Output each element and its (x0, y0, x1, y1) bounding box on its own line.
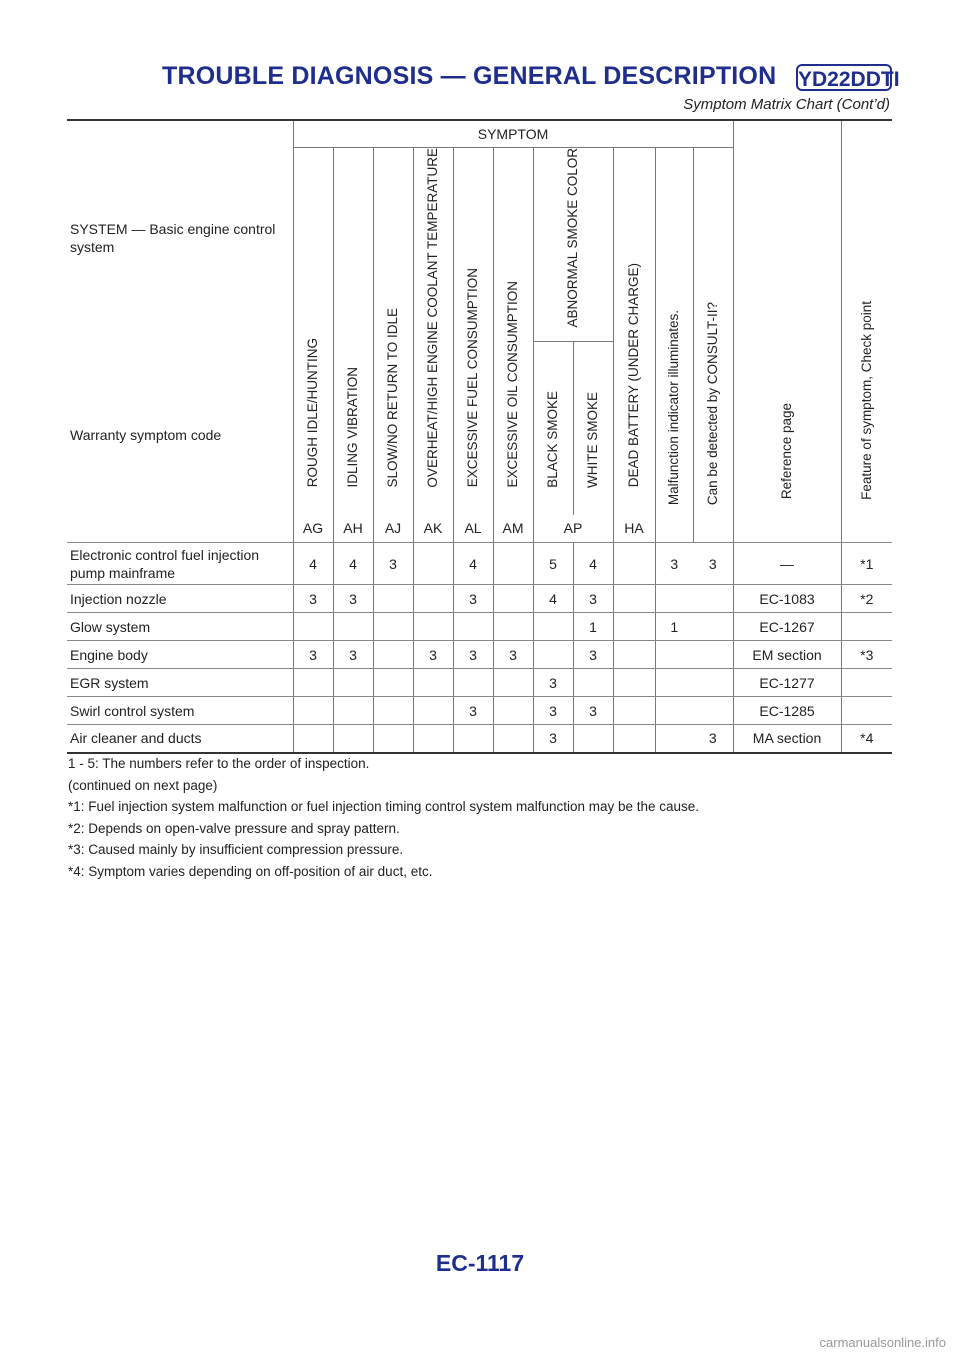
table-cell (453, 669, 493, 697)
col-header-dead-battery: DEAD BATTERY (UNDER CHARGE) (613, 148, 655, 515)
table-cell (453, 613, 493, 641)
row-system-label: Swirl control system (67, 697, 293, 725)
footnote: *3: Caused mainly by insufficient compression pressure. (68, 842, 404, 857)
table-cell (693, 697, 733, 725)
table-cell (333, 725, 373, 753)
table-cell (655, 669, 693, 697)
table-cell: 3 (453, 697, 493, 725)
col-header-consult: Can be detected by CONSULT-II? (705, 302, 721, 506)
table-cell: 4 (573, 543, 613, 585)
col-header-overheat: OVERHEAT/HIGH ENGINE COOLANT TEMPERATURE (413, 148, 453, 515)
table-cell: *2 (841, 585, 892, 613)
table-row (67, 725, 892, 753)
table-cell (493, 613, 533, 641)
warranty-code: AP (533, 515, 613, 543)
table-cell (533, 613, 573, 641)
table-cell (841, 613, 892, 641)
table-cell: 5 (533, 543, 573, 585)
table-cell (493, 725, 533, 753)
col-header-abnormal-smoke: ABNORMAL SMOKE COLOR (533, 148, 613, 342)
col-header-idling-vibration: IDLING VIBRATION (333, 148, 373, 515)
footnote: *2: Depends on open-valve pressure and spray pattern. (68, 820, 400, 836)
table-cell (373, 725, 413, 753)
table-cell (333, 669, 373, 697)
table-cell: *3 (841, 641, 892, 669)
table-cell: 3 (333, 585, 373, 613)
table-cell (413, 585, 453, 613)
table-cell (413, 613, 453, 641)
symptom-matrix-table (67, 119, 892, 754)
table-cell (373, 641, 413, 669)
table-cell: 3 (293, 585, 333, 613)
table-cell: *4 (841, 725, 892, 753)
table-cell: 1 (573, 613, 613, 641)
col-header-excessive-fuel: EXCESSIVE FUEL CONSUMPTION (453, 148, 493, 515)
table-cell (293, 697, 333, 725)
warranty-code: AJ (373, 515, 413, 543)
warranty-code: AH (333, 515, 373, 543)
warranty-code: AM (493, 515, 533, 543)
table-cell (373, 697, 413, 725)
page-number: EC-1117 (435, 1250, 525, 1276)
warranty-code: AG (293, 515, 333, 543)
row-system-label: Electronic control fuel injection pump mainframe (67, 543, 293, 585)
table-row (67, 669, 892, 697)
table-cell (573, 725, 613, 753)
table-cell: 3 (373, 543, 413, 585)
row-system-label: EGR system (67, 669, 293, 697)
table-cell (841, 697, 892, 725)
table-row (67, 613, 892, 641)
table-cell (413, 725, 453, 753)
footnote: (continued on next page) (68, 777, 218, 793)
page-title: TROUBLE DIAGNOSIS — GENERAL DESCRIPTION (162, 62, 777, 90)
table-cell (373, 669, 413, 697)
table-cell: 4 (293, 543, 333, 585)
table-cell: EC-1267 (733, 613, 841, 641)
footnote: *1: Fuel injection system malfunction or fuel injection timing control system malfunction may be the cause. (68, 799, 700, 814)
table-cell (493, 543, 533, 585)
col-header-reference-page: Reference page (733, 120, 841, 515)
table-cell: 3 (453, 585, 493, 613)
table-cell (693, 585, 733, 613)
table-cell: 3 (693, 725, 733, 753)
symptom-header: SYMPTOM (293, 120, 733, 148)
table-cell: 3 (493, 641, 533, 669)
table-cell (293, 613, 333, 641)
table-cell (655, 725, 693, 753)
table-cell (373, 613, 413, 641)
warranty-code: HA (613, 515, 655, 543)
table-cell (655, 697, 693, 725)
table-cell (613, 697, 655, 725)
table-cell (693, 669, 733, 697)
table-cell: 3 (573, 697, 613, 725)
table-row (67, 641, 892, 669)
table-cell: 3 (453, 641, 493, 669)
table-cell (655, 641, 693, 669)
table-cell: *1 (841, 543, 892, 585)
table-cell: — (733, 543, 841, 585)
footnote: 1 - 5: The numbers refer to the order of inspection. (68, 756, 370, 771)
table-cell (293, 669, 333, 697)
table-cell: EC-1083 (733, 585, 841, 613)
table-cell (613, 613, 655, 641)
col-header-slow-return: SLOW/NO RETURN TO IDLE (373, 148, 413, 515)
table-cell (693, 613, 733, 641)
model-badge: YD22DDTI (796, 64, 892, 91)
table-cell (493, 585, 533, 613)
table-cell (413, 669, 453, 697)
row-system-label: Engine body (67, 641, 293, 669)
watermark: carmanualsonline.info (819, 1335, 946, 1350)
table-cell: MA section (733, 725, 841, 753)
table-cell (693, 641, 733, 669)
table-cell: 3 (533, 697, 573, 725)
footnote: *4: Symptom varies depending on off-position of air duct, etc. (68, 863, 433, 879)
table-row (67, 585, 892, 613)
table-cell (493, 669, 533, 697)
table-cell (613, 669, 655, 697)
table-cell (413, 543, 453, 585)
table-row (67, 543, 892, 585)
table-cell (655, 585, 693, 613)
table-cell: EC-1277 (733, 669, 841, 697)
row-system-label: Air cleaner and ducts (67, 725, 293, 753)
page-subtitle: Symptom Matrix Chart (Cont’d) (683, 96, 890, 113)
table-cell: 3 (533, 725, 573, 753)
table-cell: 4 (333, 543, 373, 585)
table-cell: EC-1285 (733, 697, 841, 725)
table-cell (573, 669, 613, 697)
footnotes (68, 753, 699, 882)
table-cell (413, 697, 453, 725)
table-cell: 3 (413, 641, 453, 669)
table-cell: 3 (293, 641, 333, 669)
table-cell: 3 (573, 641, 613, 669)
col-header-feature: Feature of symptom, Check point (841, 120, 892, 515)
table-cell: 1 (655, 613, 693, 641)
warranty-label: Warranty symptom code (67, 355, 293, 515)
table-row (67, 697, 892, 725)
table-cell (293, 725, 333, 753)
table-cell (841, 669, 892, 697)
table-cell (613, 543, 655, 585)
table-cell: 4 (453, 543, 493, 585)
table-cell (373, 585, 413, 613)
table-cell (533, 641, 573, 669)
table-cell: 3 (693, 543, 733, 585)
col-header-white-smoke: WHITE SMOKE (573, 341, 613, 515)
table-cell: 3 (533, 669, 573, 697)
row-system-label: Injection nozzle (67, 585, 293, 613)
col-header-excessive-oil: EXCESSIVE OIL CONSUMPTION (493, 148, 533, 515)
table-cell (493, 697, 533, 725)
col-header-mil: Malfunction indicator illuminates. (655, 148, 693, 515)
table-cell (333, 697, 373, 725)
table-cell (333, 613, 373, 641)
table-cell (453, 725, 493, 753)
table-cell (613, 585, 655, 613)
table-cell: EM section (733, 641, 841, 669)
warranty-code: AK (413, 515, 453, 543)
system-header: SYSTEM — Basic engine control system (67, 120, 293, 355)
table-cell (613, 725, 655, 753)
table-cell: 3 (573, 585, 613, 613)
table-cell: 3 (333, 641, 373, 669)
table-cell (613, 641, 655, 669)
col-header-rough-idle: ROUGH IDLE/HUNTING (293, 148, 333, 515)
warranty-code: AL (453, 515, 493, 543)
col-header-black-smoke: BLACK SMOKE (533, 341, 573, 515)
row-system-label: Glow system (67, 613, 293, 641)
table-cell: 3 (655, 543, 693, 585)
table-cell: 4 (533, 585, 573, 613)
